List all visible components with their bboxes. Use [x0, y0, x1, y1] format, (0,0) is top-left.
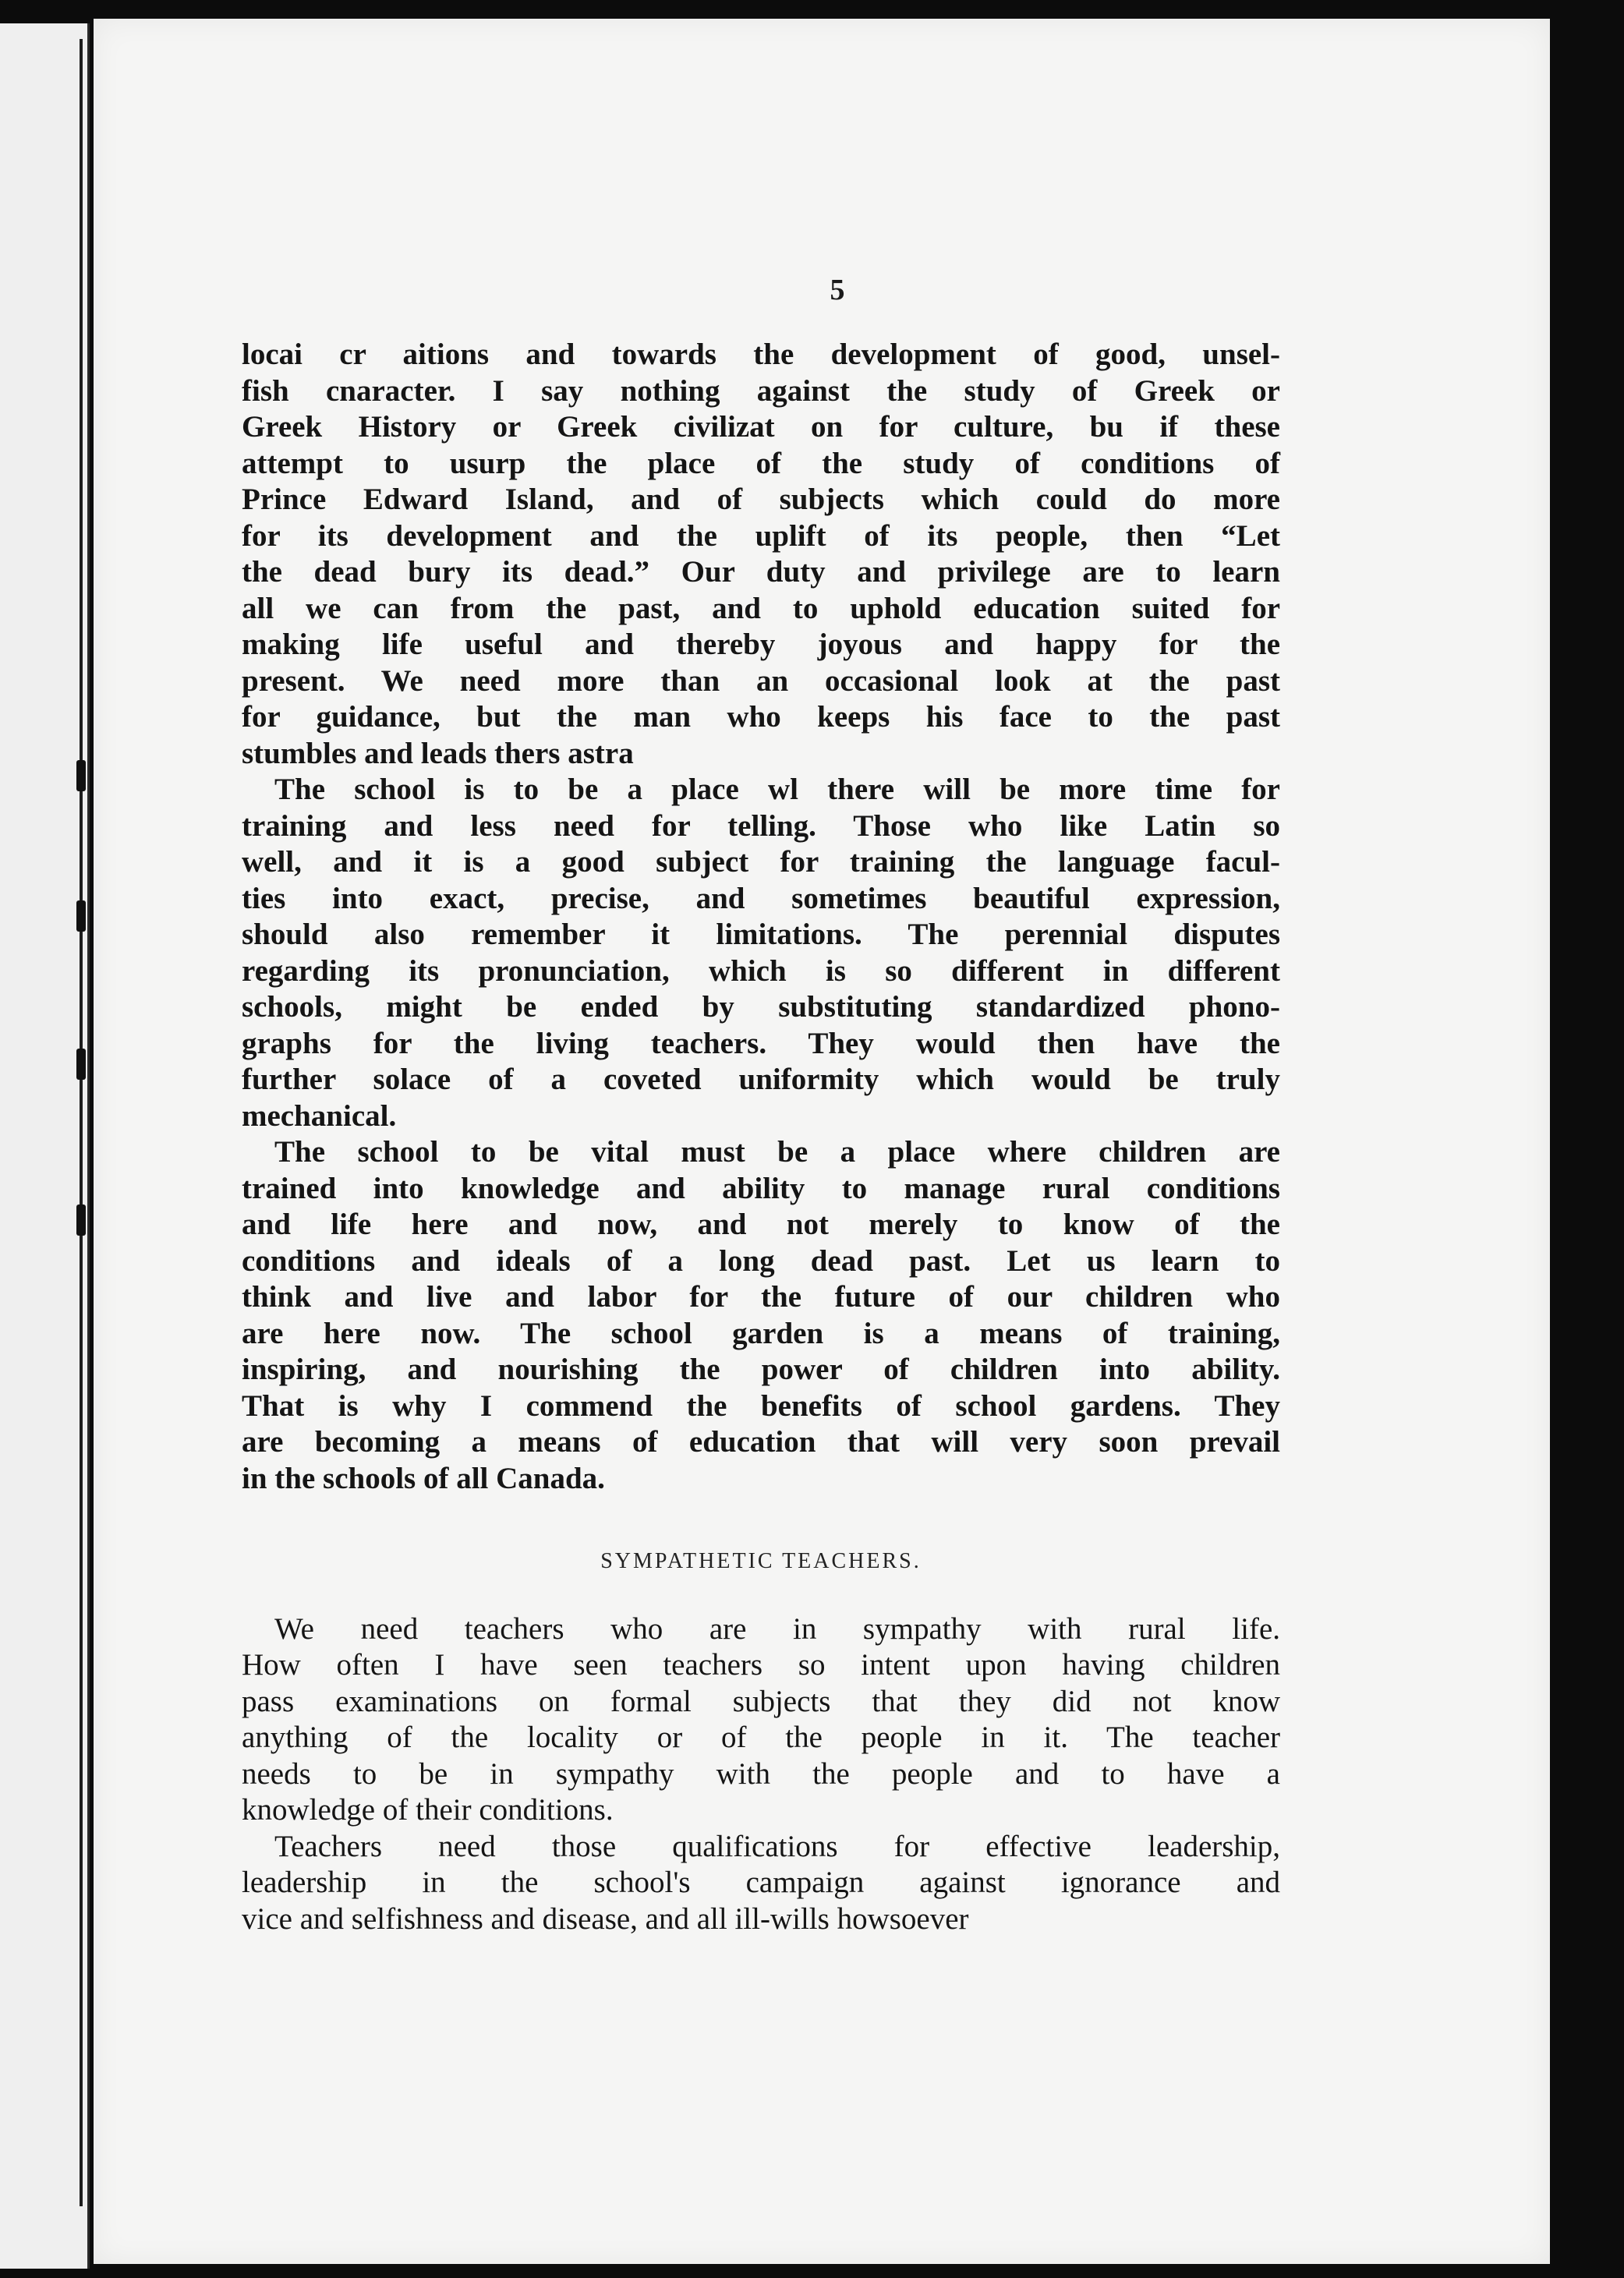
text-line: graphs for the living teachers. They would then have the	[242, 1026, 1280, 1060]
text-line: the dead bury its dead.” Our duty and privilege are to learn	[242, 555, 1280, 589]
text-line: further solace of a coveted uniformity which would be truly	[242, 1063, 1280, 1096]
text-line: present. We need more than an occasional look at the past	[242, 663, 1280, 698]
text-line: regarding its pronunciation, which is so different in different	[242, 953, 1280, 988]
text-line: fish cnaracter. I say nothing against the study of Greek or	[242, 373, 1280, 408]
text-line: Prince Edward Island, and of subjects which could do more	[242, 483, 1280, 516]
text-line: inspiring, and nourishing the power of children into ability.	[242, 1353, 1280, 1386]
text-line: That is why I commend the benefits of school gardens. They	[242, 1388, 1280, 1423]
text-line: The school to be vital must be a place where children are	[274, 1135, 1280, 1169]
paragraph	[242, 772, 1280, 1134]
text-line: schools, might be ended by substituting standardized phono-	[242, 990, 1280, 1024]
binding-mark	[76, 900, 86, 932]
binding-mark	[76, 1204, 86, 1236]
text-line: We need teachers who are in sympathy with rural life.	[274, 1611, 1280, 1646]
text-line: are here now. The school garden is a means of training,	[242, 1316, 1280, 1350]
facing-page-edge	[0, 23, 90, 2269]
text-line: attempt to usurp the place of the study of conditions of	[242, 446, 1280, 480]
text-line: well, and it is a good subject for training the language facul-	[242, 845, 1280, 879]
binding-mark	[76, 1049, 86, 1080]
page-text	[242, 337, 1280, 1937]
text-line: knowledge of their conditions.	[242, 1793, 614, 1827]
text-line: anything of the locality or of the people in it. The teacher	[242, 1721, 1280, 1754]
text-line: Teachers need those qualifications for effective leadership,	[274, 1829, 1280, 1863]
text-line: leadership in the school's campaign against ignorance and	[242, 1866, 1280, 1899]
text-line: making life useful and thereby joyous and happy for the	[242, 628, 1280, 661]
text-line: and life here and now, and not merely to know of the	[242, 1208, 1280, 1241]
text-line: How often I have seen teachers so intent upon having children	[242, 1648, 1280, 1682]
text-line: pass examinations on formal subjects that they did not know	[242, 1684, 1280, 1718]
text-line: are becoming a means of education that will very soon prevail	[242, 1425, 1280, 1459]
text-line: think and live and labor for the future of our children who	[242, 1280, 1280, 1314]
section-heading: SYMPATHETIC TEACHERS.	[600, 1549, 922, 1573]
text-line: training and less need for telling. Those who like Latin so	[242, 808, 1280, 843]
body-text-bottom	[242, 1611, 1280, 1938]
text-line: needs to be in sympathy with the people and to have a	[242, 1756, 1280, 1791]
binding-mark	[76, 760, 86, 791]
binding-gutter	[80, 39, 83, 2206]
paragraph	[242, 1829, 1280, 1938]
text-line: should also remember it limitations. The perennial disputes	[242, 918, 1280, 951]
text-line: ties into exact, precise, and sometimes beautiful expression,	[242, 881, 1280, 915]
text-line: The school is to be a place wl there will be more time for	[274, 773, 1280, 806]
text-line: all we can from the past, and to uphold education suited for	[242, 591, 1280, 625]
text-line: conditions and ideals of a long dead past. Let us learn to	[242, 1243, 1280, 1278]
paragraph	[242, 337, 1280, 772]
text-line: mechanical.	[242, 1098, 397, 1133]
paragraph	[242, 1611, 1280, 1829]
body-text-top	[242, 337, 1280, 1497]
text-line: stumbles and leads thers astra	[242, 736, 634, 770]
text-line: Greek History or Greek civilizat on for culture, bu if these	[242, 410, 1280, 444]
text-line: locai cr aitions and towards the development of good, unsel-	[242, 338, 1280, 371]
text-line: for its development and the uplift of its people, then “Let	[242, 518, 1280, 553]
page-number: 5	[830, 274, 845, 306]
text-line: in the schools of all Canada.	[242, 1461, 605, 1495]
text-line: vice and selfishness and disease, and all ill-wills howsoever	[242, 1901, 969, 1936]
text-line: trained into knowledge and ability to manage rural conditions	[242, 1171, 1280, 1205]
text-line: for guidance, but the man who keeps his face to the past	[242, 700, 1280, 734]
paragraph	[242, 1134, 1280, 1497]
